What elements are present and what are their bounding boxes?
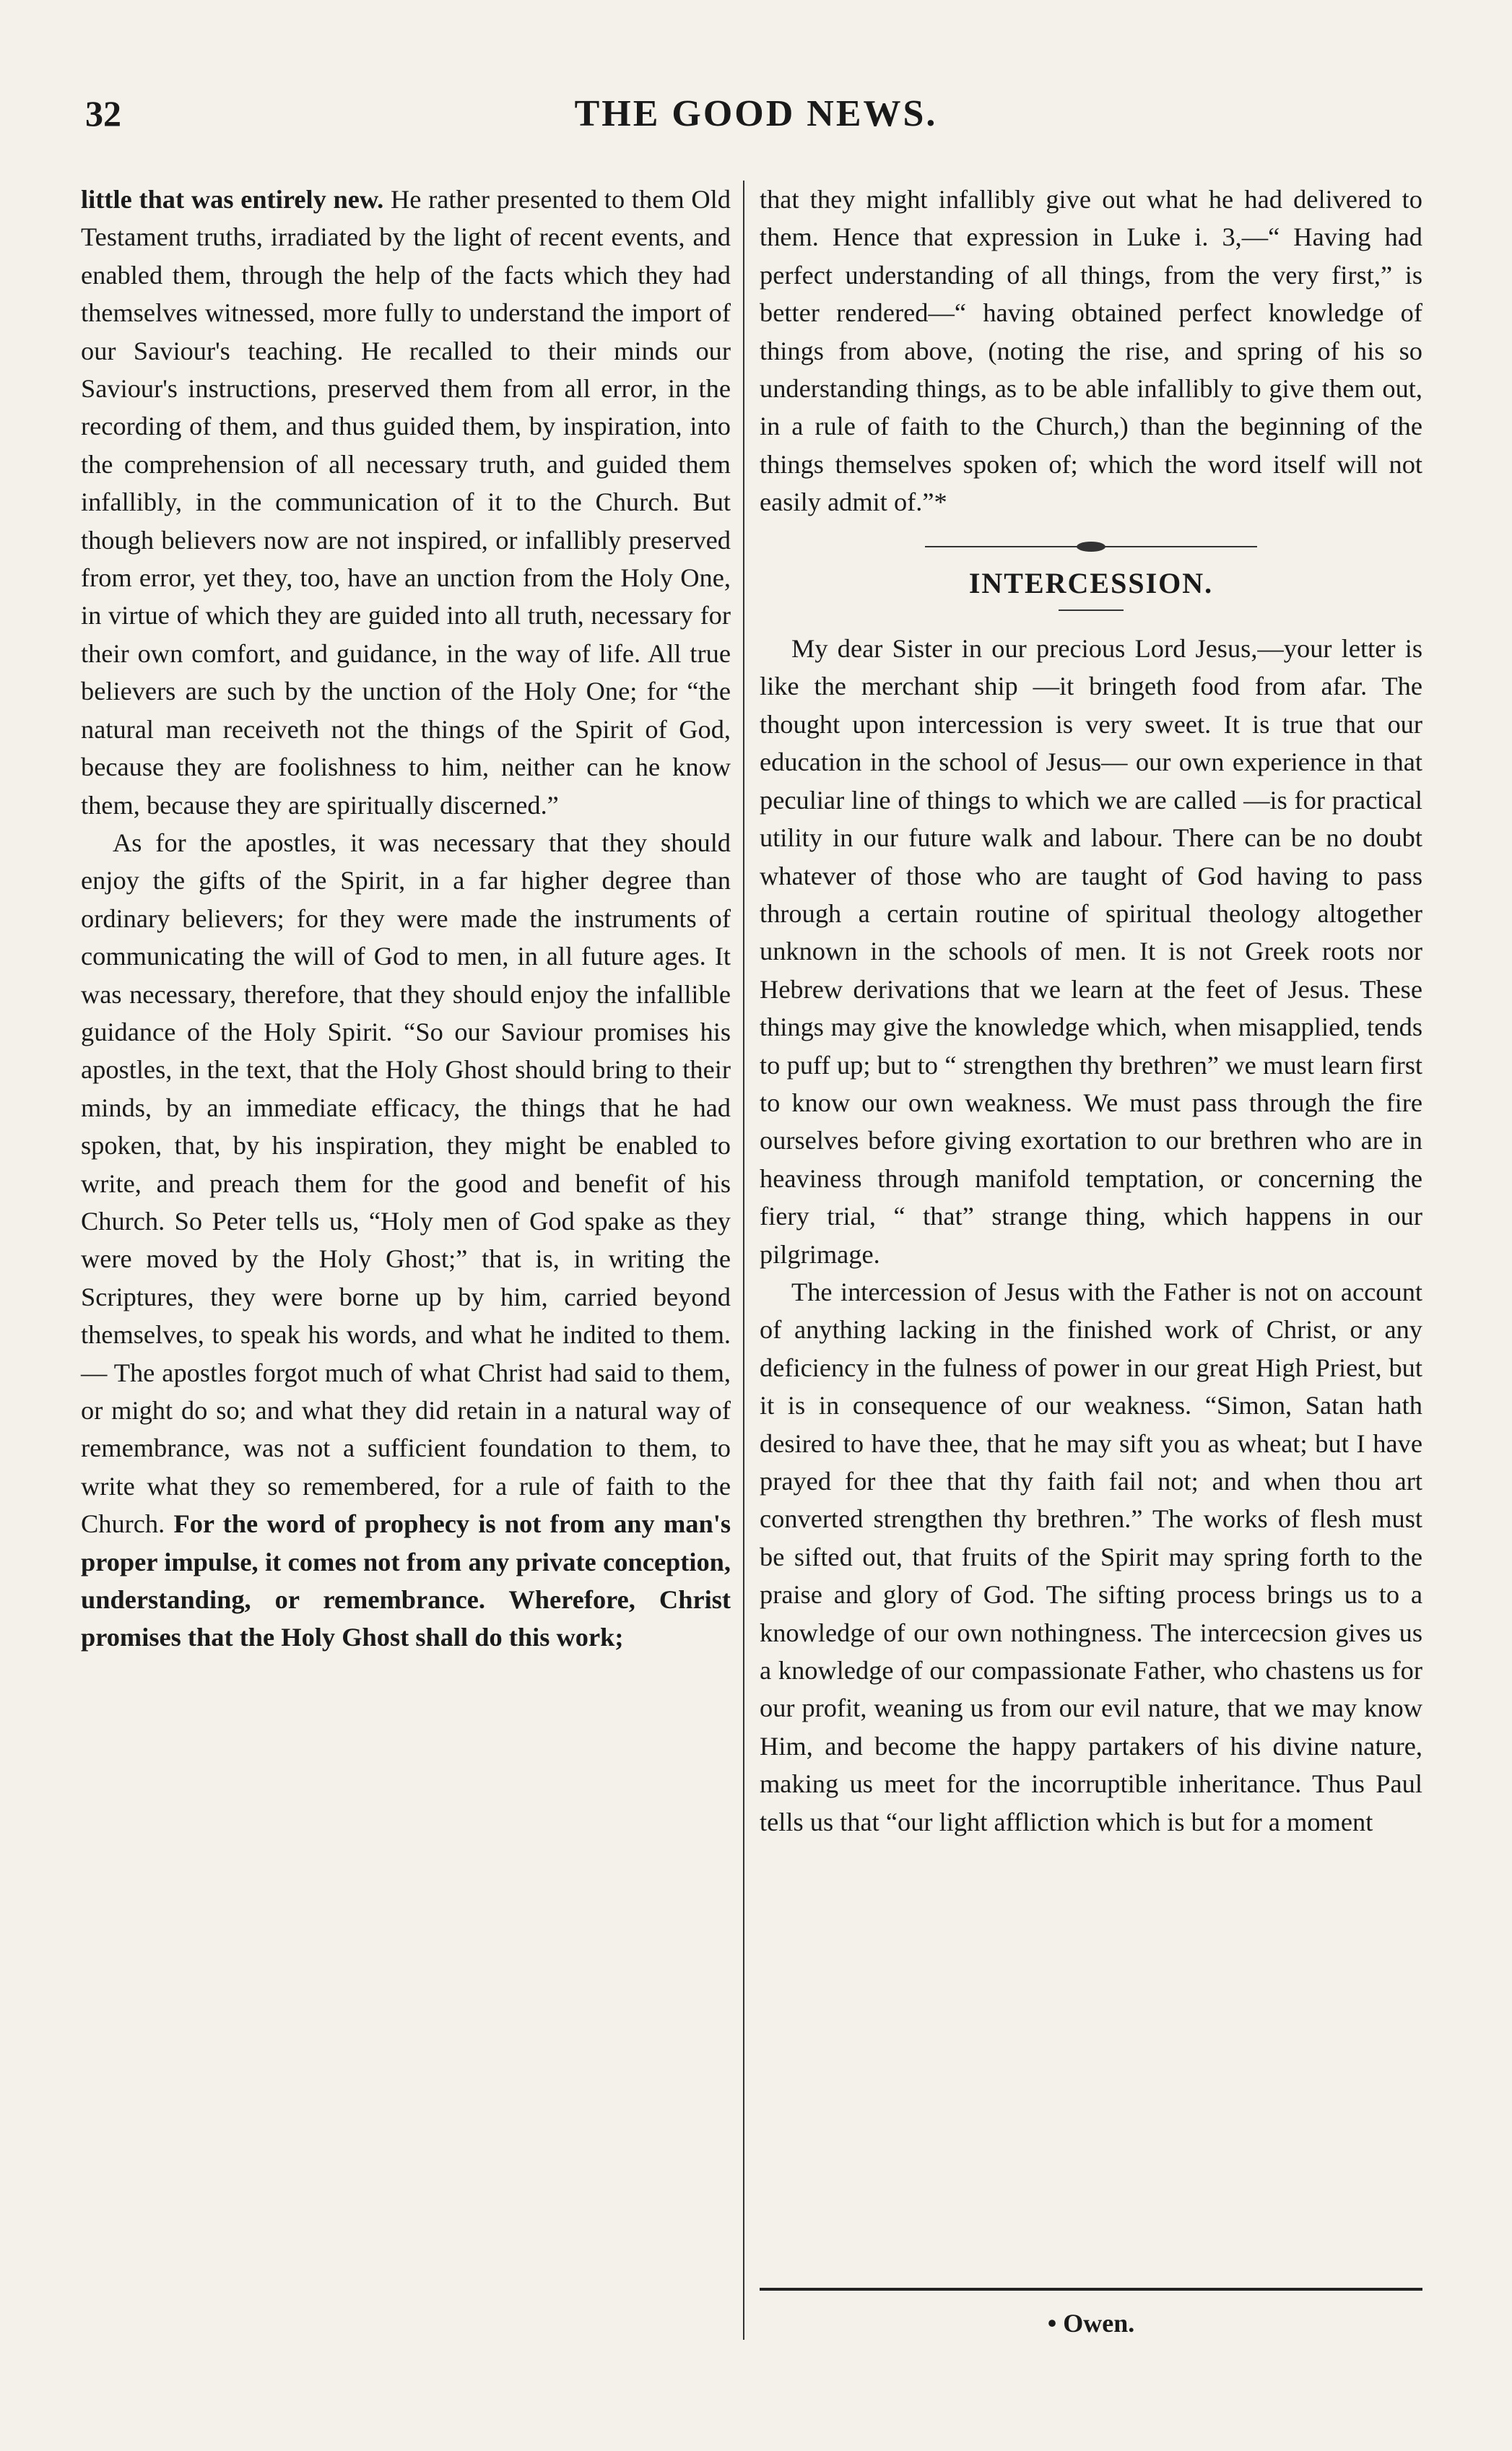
section-title: INTERCESSION. <box>968 566 1214 599</box>
footnote: • Owen. <box>1047 2309 1135 2338</box>
left-paragraph-1-text: He rather presented to them Old Testament truths, irradiated by the light of recent events, and enabled them, through the help of the facts which they had themselves witnessed, more fully to understand the import of our Saviour's teaching. He recalled to their minds our Saviour's instructions, preserved them from all error, in the recording of them, and thus guided them, by inspiration, into the comprehension of all necessary truth, and guided them infallibly, in the communication of it to the Church. But though believers now are not inspired, or infallibly preserved from error, yet they, too, have an unction from the Holy One, in virtue of which they are guided into all truth, necessary for their own comfort, and guidance, in the way of life. All true believers are such by the unction of the Holy One; for “the natural man receiveth not the things of the Spirit of God, because they are foolishness to him, neither can he know them, because they are spiritually discerned.” <box>81 185 731 820</box>
left-paragraph-2-text: As for the apostles, it was necessary that they should enjoy the gifts of the Spirit, in a far higher degree than ordinary believers; for they were made the instruments of communicating the will of God to men, in all future ages. It was necessary, therefore, that they should enjoy the infallible guidance of the Holy Spirit. “So our Saviour promises his apostles, in the text, that the Holy Ghost should bring to their minds, by an immediate efficacy, the things that he had spoken, that, by his inspiration, they might be enabled to write, and preach them for the good and benefit of his Church. So Peter tells us, “Holy men of God spake as they were moved by the Holy Ghost;” that is, in writing the Scriptures, they were borne up by him, carried beyond themselves, to speak his words, and what he indited to them.— The apostles forgot much of what Christ had said to them, or might do so; and what they did retain in a natural way of remembrance, was not a sufficient foundation to them, to write what they so remembered, for a rule of faith to the Church. <box>81 828 731 1539</box>
left-column <box>81 181 731 1657</box>
footnote-rule <box>760 2288 1422 2291</box>
right-paragraph-2: My dear Sister in our precious Lord Jesus,—your letter is like the merchant ship —it bringeth food from afar. The thought upon intercession is very sweet. It is true that our education in the school of Jesus— our own experience in that peculiar line of things to which we are called —is for practical utility in our future walk and labour. There can be no doubt whatever of those who are taught of God having to pass through a certain routine of spiritual theology altogether unknown in the schools of men. It is not Greek roots nor Hebrew derivations that we learn at the feet of Jesus. These things may give the knowledge which, when misapplied, tends to puff up; but to “ strengthen thy brethren” we must learn first to know our own weakness. We must pass through the fire ourselves before giving exortation to our brethren who are in heaviness through manifold temptation, or concerning the fiery trial, “ that” strange thing, which happens in our pilgrimage. <box>760 634 1422 1269</box>
title-underline <box>1059 610 1124 611</box>
left-paragraph-2-bold: For the word of prophecy is not from any man's proper impulse, it comes not from any private conception, understanding, or remembrance. Wherefore, Christ promises that the Holy Ghost shall do this work; <box>81 1509 731 1652</box>
right-paragraph-1: that they might infallibly give out what he had delivered to them. Hence that expression in Luke i. 3,—“ Having had perfect understanding of all things, from the very first,” is better rendered—“ having obtained perfect knowledge of things from above, (noting the rise, and spring of his so understanding things, as to be able infallibly to give them out, in a rule of faith to the Church,) than the beginning of the things themselves spoken of; which the word itself will not easily admit of.”* <box>760 185 1422 517</box>
ornamental-rule <box>925 542 1257 552</box>
right-paragraph-3: The intercession of Jesus with the Father is not on account of anything lacking in the finished work of Christ, or any deficiency in the fulness of power in our great High Priest, but it is in consequence of our weakness. “Simon, Satan hath desired to have thee, that he may sift you as wheat; but I have prayed for thee that thy faith fail not; and when thou art converted strengthen thy brethren.” The works of flesh must be sifted out, that fruits of the Spirit may spring forth to the praise and glory of God. The sifting process brings us to a knowledge of our own nothingness. The intercecsion gives us a knowledge of our compassionate Father, who chastens us for our profit, weaning us from our evil nature, that we may know Him, and become the happy partakers of his divine nature, making us meet for the incorruptible inheritance. Thus Paul tells us that “our light affliction which is but for a moment <box>760 1277 1422 1836</box>
left-paragraph-1-bold: little that was entirely new. <box>81 185 384 214</box>
page-number: 32 <box>85 93 121 134</box>
left-paragraph-1 <box>81 181 731 824</box>
right-column <box>760 181 1422 1841</box>
column-divider <box>743 181 744 2340</box>
left-paragraph-2 <box>81 824 731 1657</box>
page-title: THE GOOD NEWS. <box>574 93 938 134</box>
